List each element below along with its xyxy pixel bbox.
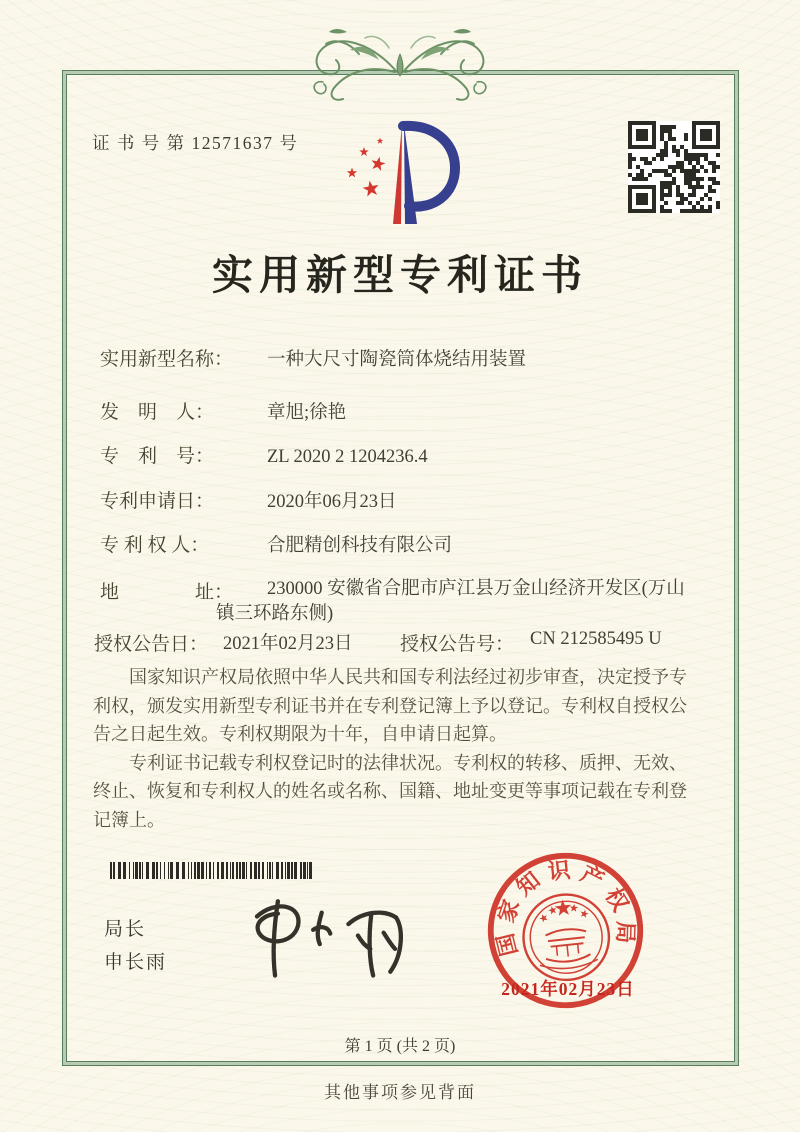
field-row-patentee — [100, 530, 452, 557]
svg-text:权: 权 — [600, 883, 634, 916]
page-number: 第 1 页 (共 2 页) — [344, 1038, 456, 1055]
field-value: 2020年06月23日 — [267, 492, 397, 512]
field-row-filing-date — [100, 486, 397, 513]
svg-text:知: 知 — [511, 866, 545, 901]
svg-text:识: 识 — [546, 857, 572, 885]
grant-date-label: 授权公告日： — [94, 634, 209, 655]
grant-date-value: 2021年02月23日 — [223, 634, 353, 654]
field-value: ZL 2020 2 1204236.4 — [267, 447, 428, 467]
svg-text:家: 家 — [493, 896, 525, 926]
seal-date: 2021年02月23日 — [501, 979, 635, 999]
field-value: 一种大尺寸陶瓷筒体烧结用装置 — [267, 350, 527, 370]
grant-number-label: 授权公告号： — [400, 634, 515, 655]
field-label: 发 明 人： — [100, 402, 215, 423]
national-emblem-icon — [519, 890, 613, 984]
field-row-patent-number — [100, 441, 428, 468]
field-label: 实用新型名称： — [100, 349, 234, 370]
grant-number-value: CN 212585495 U — [530, 629, 662, 649]
svg-text:局: 局 — [612, 920, 639, 944]
signer-name: 申长雨 — [104, 952, 168, 973]
field-row-inventors — [100, 397, 346, 424]
legal-paragraph-1: 国家知识产权局依照中华人民共和国专利法经过初步审查，决定授予专利权，颁发实用新型专利证书并在专利登记簿上予以登记。专利权自授权公告之日起生效。专利权期限为十年，自申请日起算。 — [93, 667, 687, 744]
signature — [218, 886, 414, 986]
signer-role: 局长 — [104, 919, 147, 940]
legal-paragraph-2: 专利证书记载专利权登记时的法律状况。专利权的转移、质押、无效、终止、恢复和专利权人的姓名或名称、国籍、地址变更等事项记载在专利登记簿上。 — [93, 752, 687, 830]
top-flourish-ornament-icon — [283, 14, 517, 106]
field-value: 230000 安徽省合肥市庐江县万金山经济开发区(万山镇三环路东侧) — [216, 579, 685, 624]
svg-text:产: 产 — [576, 860, 608, 894]
field-row-patent-name — [100, 344, 526, 371]
certificate-number: 证 书 号 第 12571637 号 — [92, 133, 299, 153]
barcode — [110, 862, 312, 879]
field-label: 专利申请日： — [100, 491, 215, 512]
field-label: 专 利 权 人： — [100, 535, 210, 556]
field-value: 章旭;徐艳 — [267, 403, 347, 423]
field-label: 地 址： — [100, 582, 234, 603]
field-row-address — [100, 577, 712, 627]
field-label: 专 利 号： — [100, 446, 215, 467]
cnipa-logo-icon — [337, 119, 467, 231]
legal-text-block — [93, 663, 701, 834]
field-value: 合肥精创科技有限公司 — [267, 536, 453, 556]
back-side-note: 其他事项参见背面 — [324, 1083, 476, 1102]
certificate-title: 实用新型专利证书 — [212, 252, 588, 298]
qr-code — [628, 121, 720, 213]
svg-text:国: 国 — [492, 930, 523, 959]
